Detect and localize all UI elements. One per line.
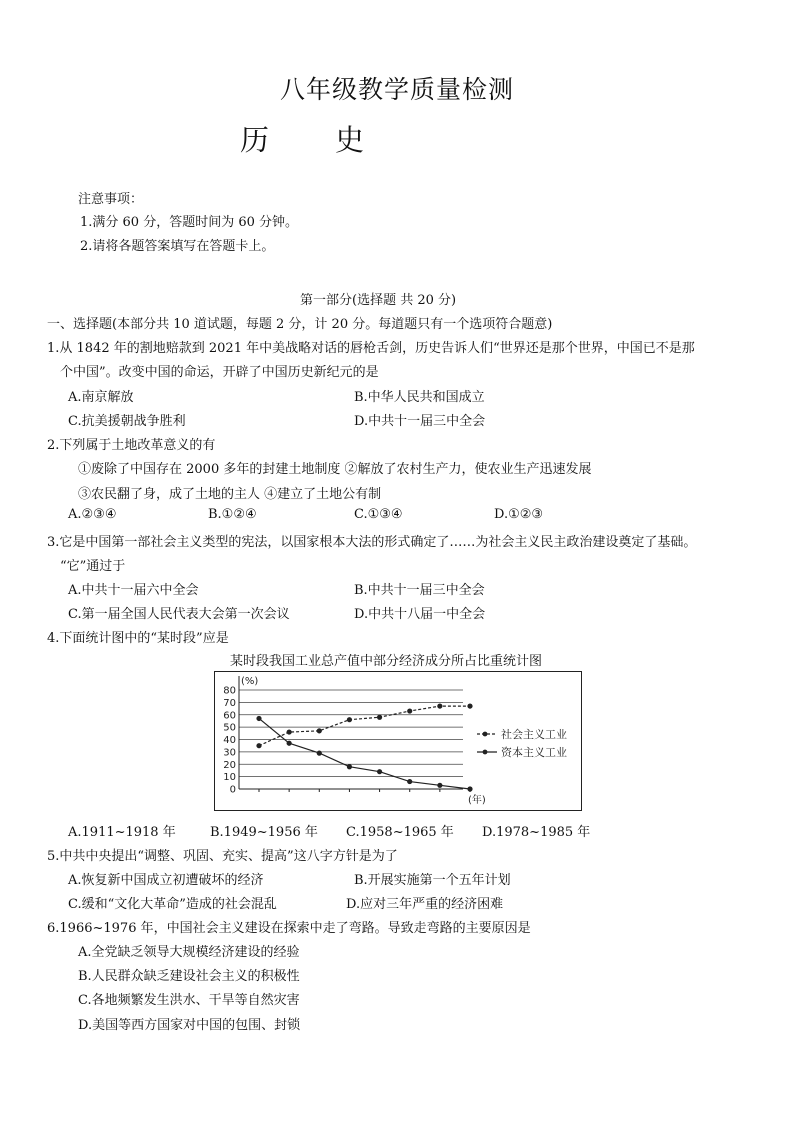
section-intro: 一、选择题(本部分共 10 道试题，每题 2 分，计 20 分。每道题只有一个选项符合题意) (47, 317, 553, 332)
option: B.中华人民共和国成立 (354, 390, 485, 405)
y-tick-label: 30 (223, 747, 236, 759)
option: C.抗美援朝战争胜利 (68, 414, 186, 429)
data-point (256, 716, 261, 721)
option: C.各地频繁发生洪水、干旱等自然灾害 (78, 993, 300, 1008)
option: A.②③④ (68, 507, 117, 522)
data-point (377, 769, 382, 774)
data-point (287, 741, 292, 746)
question-stem: 1.从 1842 年的割地赔款到 2021 年中美战略对话的唇枪舌剑，历史告诉人们“世界还是那个世界，中国已不是那 (47, 341, 695, 356)
data-point (437, 783, 442, 788)
question-stem: 个中国”。改变中国的命运，开辟了中国历史新纪元的是 (60, 365, 379, 380)
notes-heading: 注意事项： (78, 192, 144, 207)
legend-label: 资本主义工业 (501, 746, 567, 759)
line-chart (215, 672, 581, 810)
data-point (317, 751, 322, 756)
option: D.1978~1985 年 (482, 825, 591, 840)
chart-frame (214, 671, 582, 811)
option: C.①③④ (354, 507, 403, 522)
question-stem: 6.1966~1976 年，中国社会主义建设在探索中走了弯路。导致走弯路的主要原因是 (47, 921, 531, 936)
question-stem: 5.中共中央提出“调整、巩固、充实、提高”这八字方针是为了 (47, 849, 398, 864)
y-tick-label: 80 (223, 685, 236, 697)
option: A.南京解放 (68, 390, 134, 405)
data-point (467, 786, 472, 791)
question-stem: 2.下列属于土地改革意义的有 (47, 438, 216, 453)
data-point (347, 764, 352, 769)
y-tick-label: 10 (223, 772, 236, 784)
option: C.第一届全国人民代表大会第一次会议 (68, 607, 290, 622)
legend-marker (483, 750, 488, 755)
question-stem: 4.下面统计图中的“某时段”应是 (47, 631, 229, 646)
option: B.开展实施第一个五年计划 (354, 873, 511, 888)
option: D.①②③ (494, 507, 544, 522)
option: B.1949~1956 年 (210, 825, 318, 840)
option: D.中共十一届三中全会 (354, 414, 486, 429)
option: A.全党缺乏领导大规模经济建设的经验 (78, 945, 300, 960)
data-point (467, 703, 472, 708)
subject-char-right: 史 (335, 123, 365, 157)
data-point (317, 728, 322, 733)
option: B.中共十一届三中全会 (354, 583, 485, 598)
question-stem: ③农民翻了身，成了土地的主人 ④建立了土地公有制 (78, 487, 382, 502)
data-point (377, 715, 382, 720)
option: D.应对三年严重的经济困难 (346, 897, 504, 912)
y-tick-label: 50 (223, 722, 236, 734)
data-point (407, 708, 412, 713)
option: D.中共十八届一中全会 (354, 607, 486, 622)
exam-title: 八年级教学质量检测 (280, 75, 515, 104)
option: D.美国等西方国家对中国的包围、封锁 (78, 1018, 301, 1033)
subject-char-left: 历 (240, 123, 270, 157)
notes-item: 2.请将各题答案填写在答题卡上。 (80, 239, 275, 254)
option: A.中共十一届六中全会 (68, 583, 199, 598)
data-point (287, 729, 292, 734)
y-tick-label: 60 (223, 710, 236, 722)
notes-item: 1.满分 60 分，答题时间为 60 分钟。 (80, 215, 299, 230)
option: C.缓和“文化大革命”造成的社会混乱 (68, 897, 277, 912)
question-stem: 3.它是中国第一部社会主义类型的宪法，以国家根本大法的形式确定了……为社会主义民主政治建设奠定了基础。 (47, 535, 697, 550)
legend-marker (483, 732, 488, 737)
question-stem: ①废除了中国存在 2000 多年的封建土地制度 ②解放了农村生产力，使农业生产迅速发展 (78, 462, 592, 477)
question-stem: “它”通过于 (60, 559, 126, 574)
y-tick-label: 40 (223, 735, 236, 746)
data-point (256, 743, 261, 748)
data-point (407, 779, 412, 784)
series-line-2 (259, 718, 470, 789)
option: B.①②④ (208, 507, 257, 522)
x-axis-label: (年) (468, 795, 486, 806)
y-tick-label: 0 (229, 784, 236, 796)
data-point (437, 703, 442, 708)
y-axis-label: (%) (241, 676, 259, 687)
option: A.1911~1918 年 (68, 825, 176, 840)
y-tick-label: 20 (223, 759, 236, 771)
data-point (347, 717, 352, 722)
part-title: 第一部分(选择题 共 20 分) (300, 293, 457, 308)
y-tick-label: 70 (223, 697, 236, 709)
option: A.恢复新中国成立初遭破坏的经济 (68, 873, 264, 888)
chart-title: 某时段我国工业总产值中部分经济成分所占比重统计图 (230, 654, 543, 669)
legend-label: 社会主义工业 (501, 728, 567, 741)
option: B.人民群众缺乏建设社会主义的积极性 (78, 969, 300, 984)
option: C.1958~1965 年 (346, 825, 454, 840)
